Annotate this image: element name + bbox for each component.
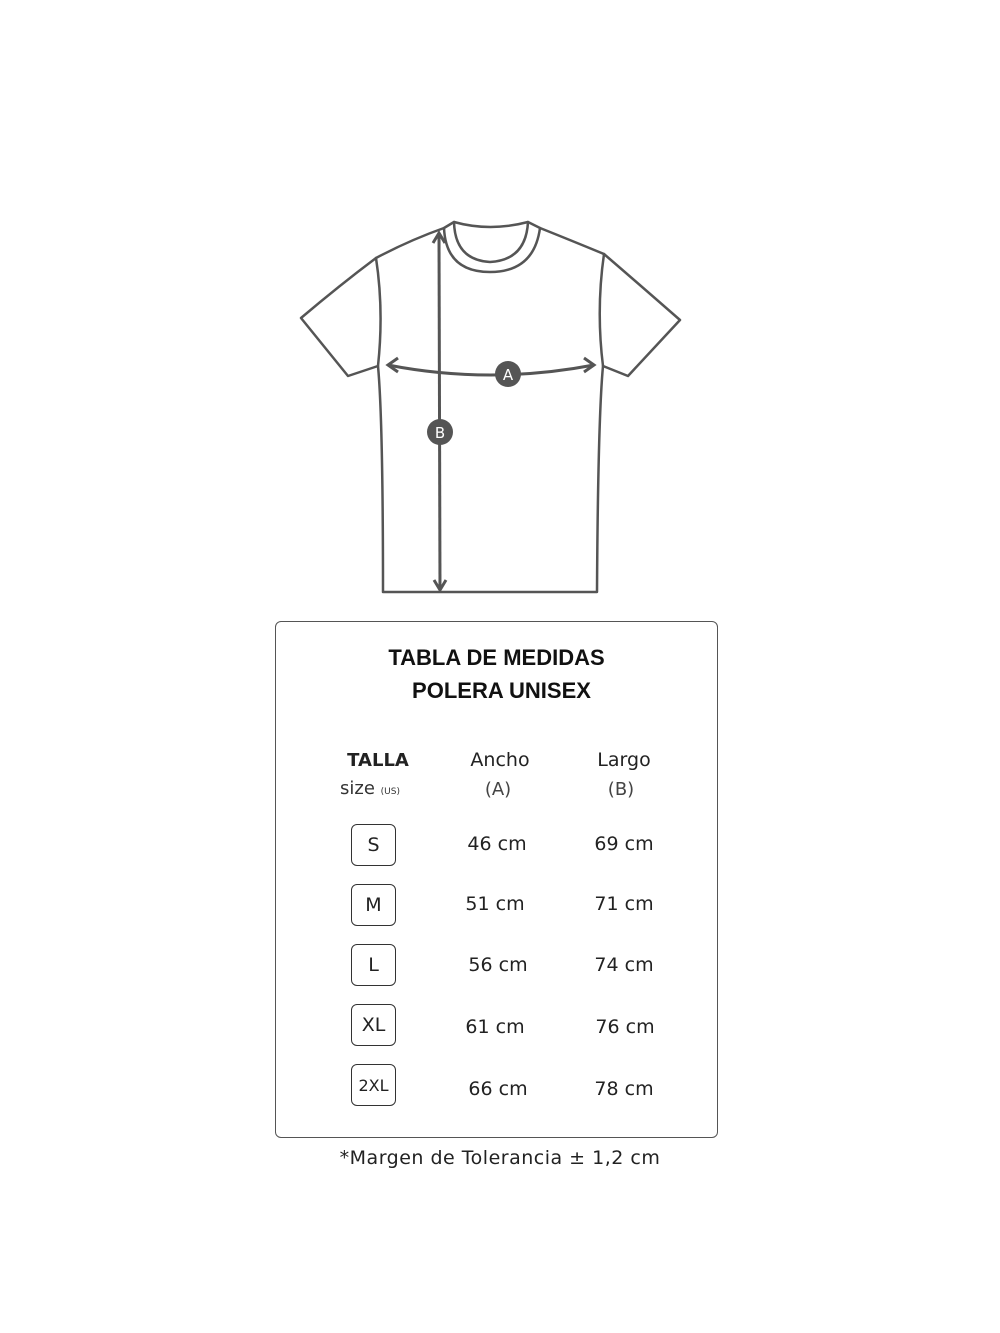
size-sub-label: size <box>340 778 375 799</box>
label-b: B <box>434 424 446 442</box>
size-badge: 2XL <box>351 1064 396 1106</box>
length-value: 74 cm <box>594 954 654 976</box>
width-value: 56 cm <box>468 954 528 976</box>
width-value: 51 cm <box>465 893 525 915</box>
size-sub-us: (US) <box>380 787 400 797</box>
header-length-sub: (B) <box>607 779 635 800</box>
tshirt-outline <box>301 222 680 592</box>
header-length: Largo <box>597 749 651 771</box>
tolerance-note: *Margen de Tolerancia ± 1,2 cm <box>339 1147 661 1169</box>
table-subtitle: POLERA UNISEX <box>412 678 591 703</box>
length-value: 71 cm <box>594 893 654 915</box>
width-value: 61 cm <box>465 1016 525 1038</box>
size-badge: M <box>351 884 396 926</box>
header-size: TALLA <box>347 750 409 771</box>
length-value: 76 cm <box>595 1016 655 1038</box>
width-value: 46 cm <box>467 833 527 855</box>
header-width-sub: (A) <box>484 779 512 800</box>
table-title: TABLA DE MEDIDAS <box>388 645 605 670</box>
size-badge: XL <box>351 1004 396 1046</box>
size-badge: S <box>351 824 396 866</box>
size-badge: L <box>351 944 396 986</box>
width-value: 66 cm <box>468 1078 528 1100</box>
tshirt-diagram <box>0 0 1000 620</box>
header-size-sub <box>310 778 430 799</box>
length-value: 78 cm <box>594 1078 654 1100</box>
header-width: Ancho <box>470 749 530 771</box>
length-value: 69 cm <box>594 833 654 855</box>
width-arrow-a <box>388 358 594 375</box>
label-a: A <box>502 366 514 384</box>
length-arrow-b <box>433 233 446 590</box>
